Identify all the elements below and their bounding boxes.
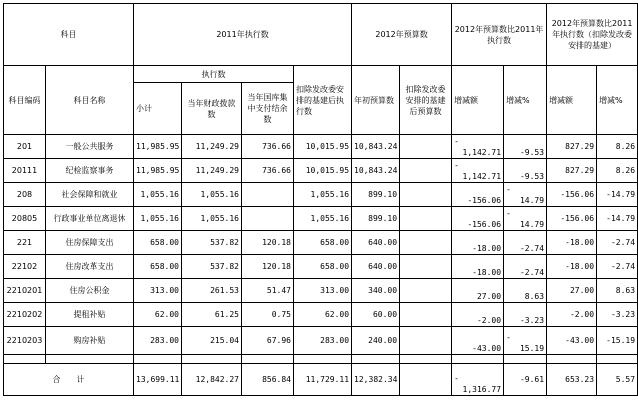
table-row — [4, 279, 638, 303]
row-subtotal: 1,055.16 — [134, 183, 182, 207]
row-excl-exec: 62.00 — [294, 303, 352, 327]
row-inc-amt-value: 1,142.71 — [462, 148, 502, 157]
row-inc-pct-2: 8.26 — [597, 159, 638, 183]
row-inc-pct-2: -15.19 — [597, 327, 638, 355]
header-compare-2011-excl: 2012年预算数比2011年执行数（扣除发改委安排的基建） — [547, 4, 638, 66]
row-inc-amt-value: -156.06 — [467, 196, 502, 205]
row-inc-pct-value: -2.74 — [519, 244, 545, 253]
budget-table — [3, 3, 638, 396]
row-initial: 10,843.24 — [352, 159, 400, 183]
row-inc-pct-value: 14.79 — [519, 220, 545, 229]
row-inc-pct — [504, 159, 547, 183]
header-exec-2011: 2011年执行数 — [134, 4, 352, 66]
row-inc-pct-value: -3.23 — [519, 316, 545, 325]
table-row — [4, 159, 638, 183]
row-fiscal: 11,249.29 — [182, 159, 242, 183]
row-central: 120.18 — [242, 231, 294, 255]
table-row — [4, 327, 638, 355]
spacer-row — [4, 355, 638, 364]
header-row-2 — [4, 66, 638, 83]
row-inc-amt-value: -2.00 — [476, 316, 502, 325]
header-inc-amt: 增减额 — [452, 66, 504, 135]
total-inc-amt-2: 653.23 — [547, 364, 597, 396]
row-inc-amt-value: -156.06 — [467, 220, 502, 229]
row-initial: 60.00 — [352, 303, 400, 327]
row-excl-budget — [400, 135, 452, 159]
row-name: 提租补贴 — [46, 303, 134, 327]
row-inc-pct — [504, 327, 547, 355]
table-row — [4, 231, 638, 255]
row-excl-budget — [400, 231, 452, 255]
table-row — [4, 255, 638, 279]
row-excl-exec: 1,055.16 — [294, 183, 352, 207]
row-fiscal: 537.82 — [182, 255, 242, 279]
row-subtotal: 658.00 — [134, 255, 182, 279]
row-subtotal: 313.00 — [134, 279, 182, 303]
header-inc-pct-2: 增减% — [597, 66, 638, 135]
total-excl-budget — [400, 364, 452, 396]
total-central: 856.84 — [242, 364, 294, 396]
row-fiscal: 261.53 — [182, 279, 242, 303]
row-inc-amt — [452, 303, 504, 327]
row-subtotal: 11,985.95 — [134, 135, 182, 159]
row-name: 纪检监察事务 — [46, 159, 134, 183]
row-inc-amt-2: 827.29 — [547, 135, 597, 159]
header-inc-amt-2: 增减额 — [547, 66, 597, 135]
row-central — [242, 183, 294, 207]
row-excl-budget — [400, 327, 452, 355]
row-inc-pct-value: 15.19 — [519, 344, 545, 353]
row-inc-pct-2: -14.79 — [597, 207, 638, 231]
row-central: 736.66 — [242, 135, 294, 159]
header-compare-2011: 2012年预算数比2011年执行数 — [452, 4, 547, 66]
row-inc-amt-value: 27.00 — [476, 292, 502, 301]
row-code: 2210203 — [4, 327, 46, 355]
total-inc-pct-2: 5.57 — [597, 364, 638, 396]
row-excl-exec: 10,015.95 — [294, 135, 352, 159]
row-inc-pct-dash: - — [506, 209, 511, 218]
row-inc-amt-value: -43.00 — [472, 344, 502, 353]
table-row — [4, 135, 638, 159]
row-inc-amt-dash: - — [454, 161, 459, 170]
row-inc-pct-dash: - — [506, 185, 511, 194]
row-inc-amt-2: -2.00 — [547, 303, 597, 327]
row-code: 2210201 — [4, 279, 46, 303]
row-inc-pct — [504, 135, 547, 159]
row-code: 2210202 — [4, 303, 46, 327]
row-inc-pct-2: 8.63 — [597, 279, 638, 303]
row-inc-amt — [452, 159, 504, 183]
row-inc-amt-value: -18.00 — [472, 244, 502, 253]
total-inc-amt-value: 1,316.77 — [462, 385, 502, 394]
row-inc-amt-2: -18.00 — [547, 231, 597, 255]
row-central: 0.75 — [242, 303, 294, 327]
row-central: 736.66 — [242, 159, 294, 183]
row-fiscal: 61.25 — [182, 303, 242, 327]
row-code: 20111 — [4, 159, 46, 183]
total-label: 合 计 — [4, 364, 134, 396]
row-inc-pct-2: -2.74 — [597, 231, 638, 255]
total-subtotal: 13,699.11 — [134, 364, 182, 396]
header-fiscal: 当年财政拨款数 — [182, 83, 242, 135]
row-inc-pct-2: -2.74 — [597, 255, 638, 279]
row-fiscal: 1,055.16 — [182, 183, 242, 207]
row-inc-amt — [452, 327, 504, 355]
row-name: 行政事业单位离退休 — [46, 207, 134, 231]
total-inc-amt-dash: - — [454, 374, 459, 383]
header-code: 科目编码 — [4, 66, 46, 135]
row-inc-amt-2: -156.06 — [547, 207, 597, 231]
table-body — [4, 135, 638, 355]
header-excl-exec: 扣除发改委安排的基建后执行数 — [294, 66, 352, 135]
row-central: 51.47 — [242, 279, 294, 303]
row-code: 22102 — [4, 255, 46, 279]
total-inc-pct: -9.61 — [504, 364, 547, 396]
row-name: 住房公积金 — [46, 279, 134, 303]
row-inc-pct-value: -2.74 — [519, 268, 545, 277]
row-central: 67.96 — [242, 327, 294, 355]
row-inc-pct-2: -14.79 — [597, 183, 638, 207]
row-inc-amt-value: 1,142.71 — [462, 172, 502, 181]
row-inc-pct-value: 14.79 — [519, 196, 545, 205]
row-inc-amt-2: -43.00 — [547, 327, 597, 355]
row-inc-amt-value: -18.00 — [472, 268, 502, 277]
row-excl-exec: 1,055.16 — [294, 207, 352, 231]
row-fiscal: 1,055.16 — [182, 207, 242, 231]
row-inc-pct — [504, 183, 547, 207]
row-inc-pct-value: -9.53 — [519, 172, 545, 181]
header-central: 当年国库集中支付结余数 — [242, 83, 294, 135]
table-row — [4, 207, 638, 231]
row-inc-pct — [504, 207, 547, 231]
row-excl-budget — [400, 207, 452, 231]
row-inc-pct — [504, 255, 547, 279]
budget-table-wrapper — [3, 3, 636, 398]
table-row — [4, 183, 638, 207]
row-initial: 340.00 — [352, 279, 400, 303]
row-inc-amt-2: 27.00 — [547, 279, 597, 303]
row-inc-amt-2: -156.06 — [547, 183, 597, 207]
row-inc-amt — [452, 207, 504, 231]
row-central — [242, 207, 294, 231]
row-inc-pct — [504, 231, 547, 255]
row-initial: 10,843.24 — [352, 135, 400, 159]
total-row — [4, 364, 638, 396]
row-excl-exec: 658.00 — [294, 255, 352, 279]
row-inc-amt — [452, 183, 504, 207]
row-inc-pct-value: 8.63 — [524, 292, 545, 301]
row-excl-budget — [400, 183, 452, 207]
table-row — [4, 303, 638, 327]
row-subtotal: 658.00 — [134, 231, 182, 255]
row-name: 购房补贴 — [46, 327, 134, 355]
row-name: 住房保障支出 — [46, 231, 134, 255]
total-inc-amt — [452, 364, 504, 396]
header-excl-budget: 扣除发改委安排的基建后预算数 — [400, 66, 452, 135]
row-subtotal: 1,055.16 — [134, 207, 182, 231]
row-fiscal: 537.82 — [182, 231, 242, 255]
row-fiscal: 215.04 — [182, 327, 242, 355]
row-fiscal: 11,249.29 — [182, 135, 242, 159]
row-inc-amt-dash: - — [454, 137, 459, 146]
total-excl-exec: 11,729.11 — [294, 364, 352, 396]
total-initial: 12,382.34 — [352, 364, 400, 396]
row-excl-exec: 658.00 — [294, 231, 352, 255]
row-inc-amt — [452, 135, 504, 159]
header-budget-2012: 2012年预算数 — [352, 4, 452, 66]
row-code: 20805 — [4, 207, 46, 231]
row-excl-budget — [400, 159, 452, 183]
header-subject: 科目 — [4, 4, 134, 66]
row-inc-pct-dash: - — [506, 333, 511, 342]
header-inc-pct: 增减% — [504, 66, 547, 135]
row-excl-budget — [400, 255, 452, 279]
row-inc-amt-2: 827.29 — [547, 159, 597, 183]
row-inc-pct-2: 8.26 — [597, 135, 638, 159]
row-inc-amt — [452, 231, 504, 255]
row-excl-exec: 10,015.95 — [294, 159, 352, 183]
row-inc-pct — [504, 303, 547, 327]
row-excl-budget — [400, 279, 452, 303]
header-initial-budget: 年初预算数 — [352, 66, 400, 135]
row-inc-amt-2: -18.00 — [547, 255, 597, 279]
row-name: 社会保障和就业 — [46, 183, 134, 207]
row-inc-amt — [452, 255, 504, 279]
row-initial: 899.10 — [352, 183, 400, 207]
row-initial: 640.00 — [352, 255, 400, 279]
header-row-1 — [4, 4, 638, 66]
row-subtotal: 62.00 — [134, 303, 182, 327]
row-excl-exec: 283.00 — [294, 327, 352, 355]
row-inc-pct-value: -9.53 — [519, 148, 545, 157]
row-initial: 899.10 — [352, 207, 400, 231]
header-exec: 执行数 — [134, 66, 294, 83]
row-subtotal: 283.00 — [134, 327, 182, 355]
row-inc-pct-2: -3.23 — [597, 303, 638, 327]
row-excl-exec: 313.00 — [294, 279, 352, 303]
total-fiscal: 12,842.27 — [182, 364, 242, 396]
header-name: 科目名称 — [46, 66, 134, 135]
row-name: 住房改革支出 — [46, 255, 134, 279]
row-code: 221 — [4, 231, 46, 255]
row-initial: 240.00 — [352, 327, 400, 355]
row-name: 一般公共服务 — [46, 135, 134, 159]
row-code: 201 — [4, 135, 46, 159]
row-excl-budget — [400, 303, 452, 327]
row-central: 120.18 — [242, 255, 294, 279]
row-subtotal: 11,985.95 — [134, 159, 182, 183]
row-initial: 640.00 — [352, 231, 400, 255]
row-inc-pct — [504, 279, 547, 303]
row-inc-amt — [452, 279, 504, 303]
header-subtotal: 小计 — [134, 83, 182, 135]
row-code: 208 — [4, 183, 46, 207]
